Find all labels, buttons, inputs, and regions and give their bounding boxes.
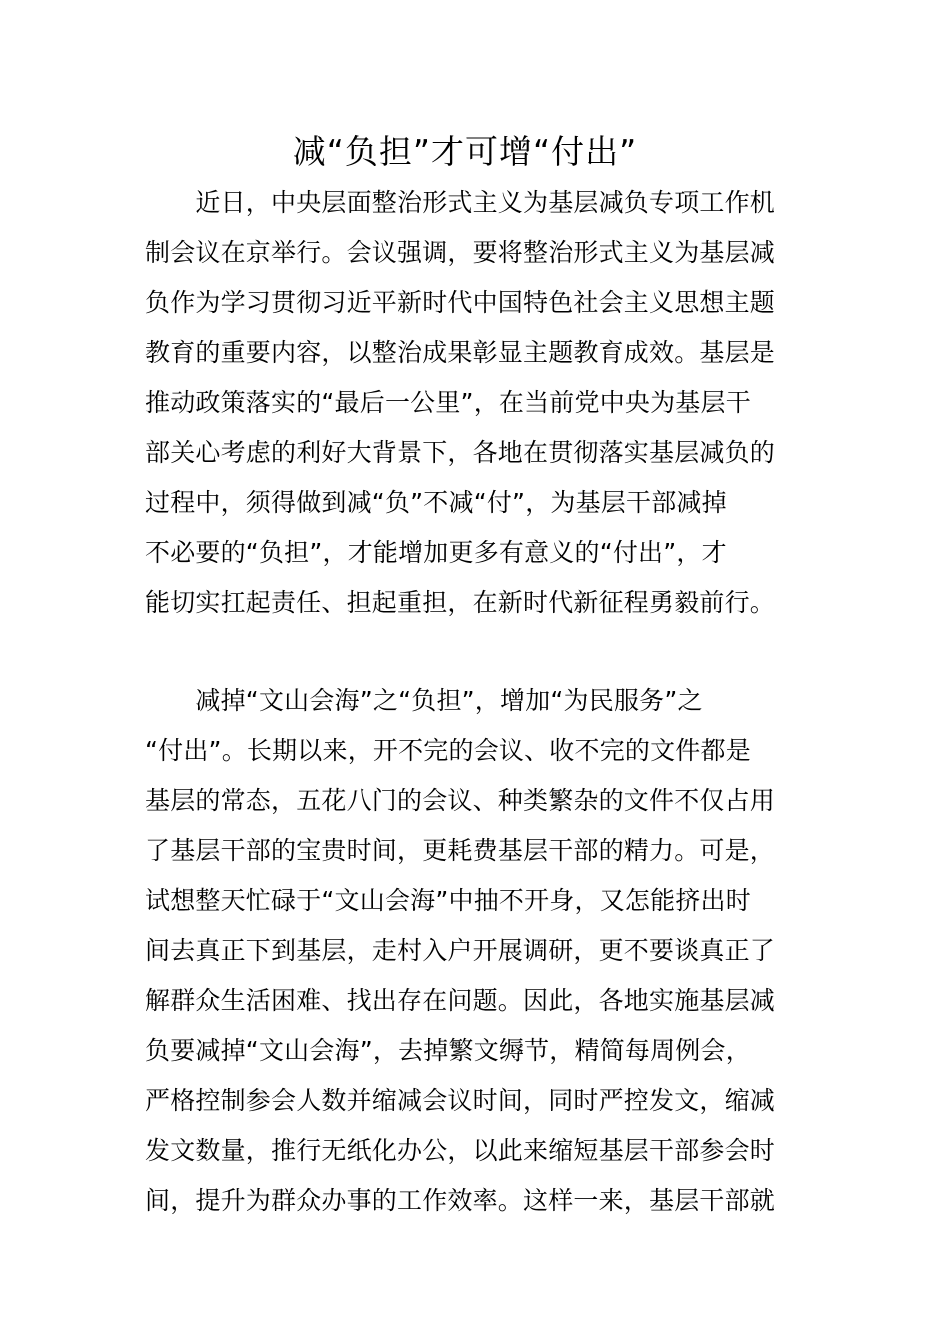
paragraph-1 [145,178,807,628]
document-title: 减“负担”才可增“付出” [292,132,638,171]
text-line: 不必要的“负担”，才能增加更多有意义的“付出”，才 [145,538,727,567]
text-line: 教育的重要内容，以整治成果彰显主题教育成效。基层是 [145,338,776,367]
text-line: 减掉“文山会海”之“负担”，增加“为民服务”之 [145,686,703,715]
text-line: 负作为学习贯彻习近平新时代中国特色社会主义思想主题 [145,288,776,317]
text-line: 发文数量，推行无纸化办公，以此来缩短基层干部参会时 [145,1136,776,1165]
text-line: 推动政策落实的“最后一公里”，在当前党中央为基层干 [145,388,751,417]
text-line: 部关心考虑的利好大背景下，各地在贯彻落实基层减负的 [145,438,776,467]
text-line: 解群众生活困难、找出存在问题。因此，各地实施基层减 [145,986,776,1015]
text-line: “付出”。长期以来，开不完的会议、收不完的文件都是 [145,736,751,765]
text-line: 能切实扛起责任、担起重担，在新时代新征程勇毅前行。 [145,588,776,617]
text-line: 试想整天忙碌于“文山会海”中抽不开身，又怎能挤出时 [145,886,751,915]
text-line: 严格控制参会人数并缩减会议时间，同时严控发文，缩减 [145,1086,776,1115]
text-line: 间，提升为群众办事的工作效率。这样一来，基层干部就 [145,1186,776,1215]
text-line: 过程中，须得做到减“负”不减“付”，为基层干部减掉 [145,488,727,517]
paragraph-2 [145,676,807,1226]
text-line: 基层的常态，五花八门的会议、种类繁杂的文件不仅占用 [145,786,776,815]
text-line: 制会议在京举行。会议强调，要将整治形式主义为基层减 [145,238,776,267]
text-line: 了基层干部的宝贵时间，更耗费基层干部的精力。可是， [145,836,776,865]
text-line: 间去真正下到基层，走村入户开展调研，更不要谈真正了 [145,936,776,965]
text-line: 近日，中央层面整治形式主义为基层减负专项工作机 [145,188,776,217]
text-line: 负要减掉“文山会海”，去掉繁文缛节，精简每周例会， [145,1036,751,1065]
